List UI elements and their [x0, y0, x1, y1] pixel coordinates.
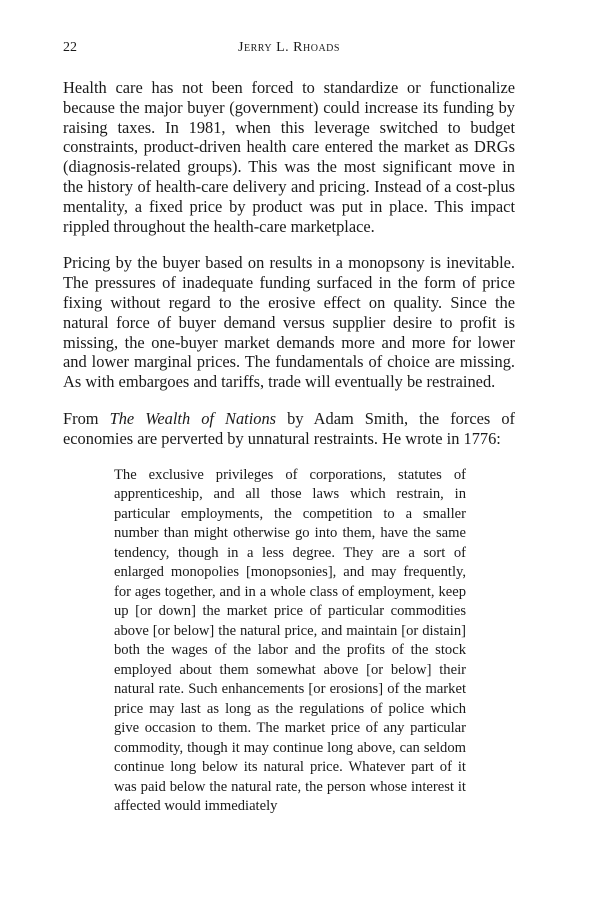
intro-suffix: by Adam Smith, the forces of economies are perverted by unnatural restraints. He wrote in 1776: [63, 408, 515, 448]
body-text [63, 78, 515, 817]
block-quote: The exclusive privileges of corporations, statutes of apprenticeship, and all those laws which restrain, in particular employments, the competition to a smaller number than might otherwise go into them, have the same tendency, though in a less degree. They are a sort of enlarged monopolies [monopsonies], and may frequently, for ages together, and in a whole class of employment, keep up [or down] the market price of particular commodities above [or below] the natural price, and maintain [or distain] both the wages of the labor and the profits of the stock employed about them somewhat above [or below] their natural rate. Such enhancements [or erosions] of the market price may last as long as the regulations of police which give occasion to them. The market price of any particular commodity, though it may continue long above, can seldom continue long below its natural price. Whatever part of it was paid below the natural rate, the person whose interest it affected would immediately [114, 466, 466, 815]
intro-prefix: From [63, 408, 110, 428]
paragraph-1: Health care has not been forced to standardize or functionalize because the major buyer (government) could increase its funding by raising taxes. In 1981, when this leverage switched to budget constraints, product-driven health care entered the market as DRGs (diagnosis-related groups). This was the most significant move in the history of health-care delivery and pricing. Instead of a cost-plus mentality, a fixed price by product was put in place. This impact rippled throughout the health-care marketplace. [63, 78, 515, 236]
page-number: 22 [63, 40, 77, 55]
paragraph-3 [63, 409, 515, 449]
page-header [63, 40, 515, 60]
paragraph-2: Pricing by the buyer based on results in a monopsony is inevitable. The pressures of inadequate funding surfaced in the form of price fixing without regard to the erosive effect on quality. Since the natural force of buyer demand versus supplier desire to profit is missing, the one-buyer market demands more and more for lower and lower marginal prices. The fundamentals of choice are missing. As with embargoes and tariffs, trade will eventually be restrained. [63, 253, 515, 392]
book-title: The Wealth of Nations [109, 408, 277, 428]
running-head: Jerry L. Rhoads [238, 40, 340, 55]
